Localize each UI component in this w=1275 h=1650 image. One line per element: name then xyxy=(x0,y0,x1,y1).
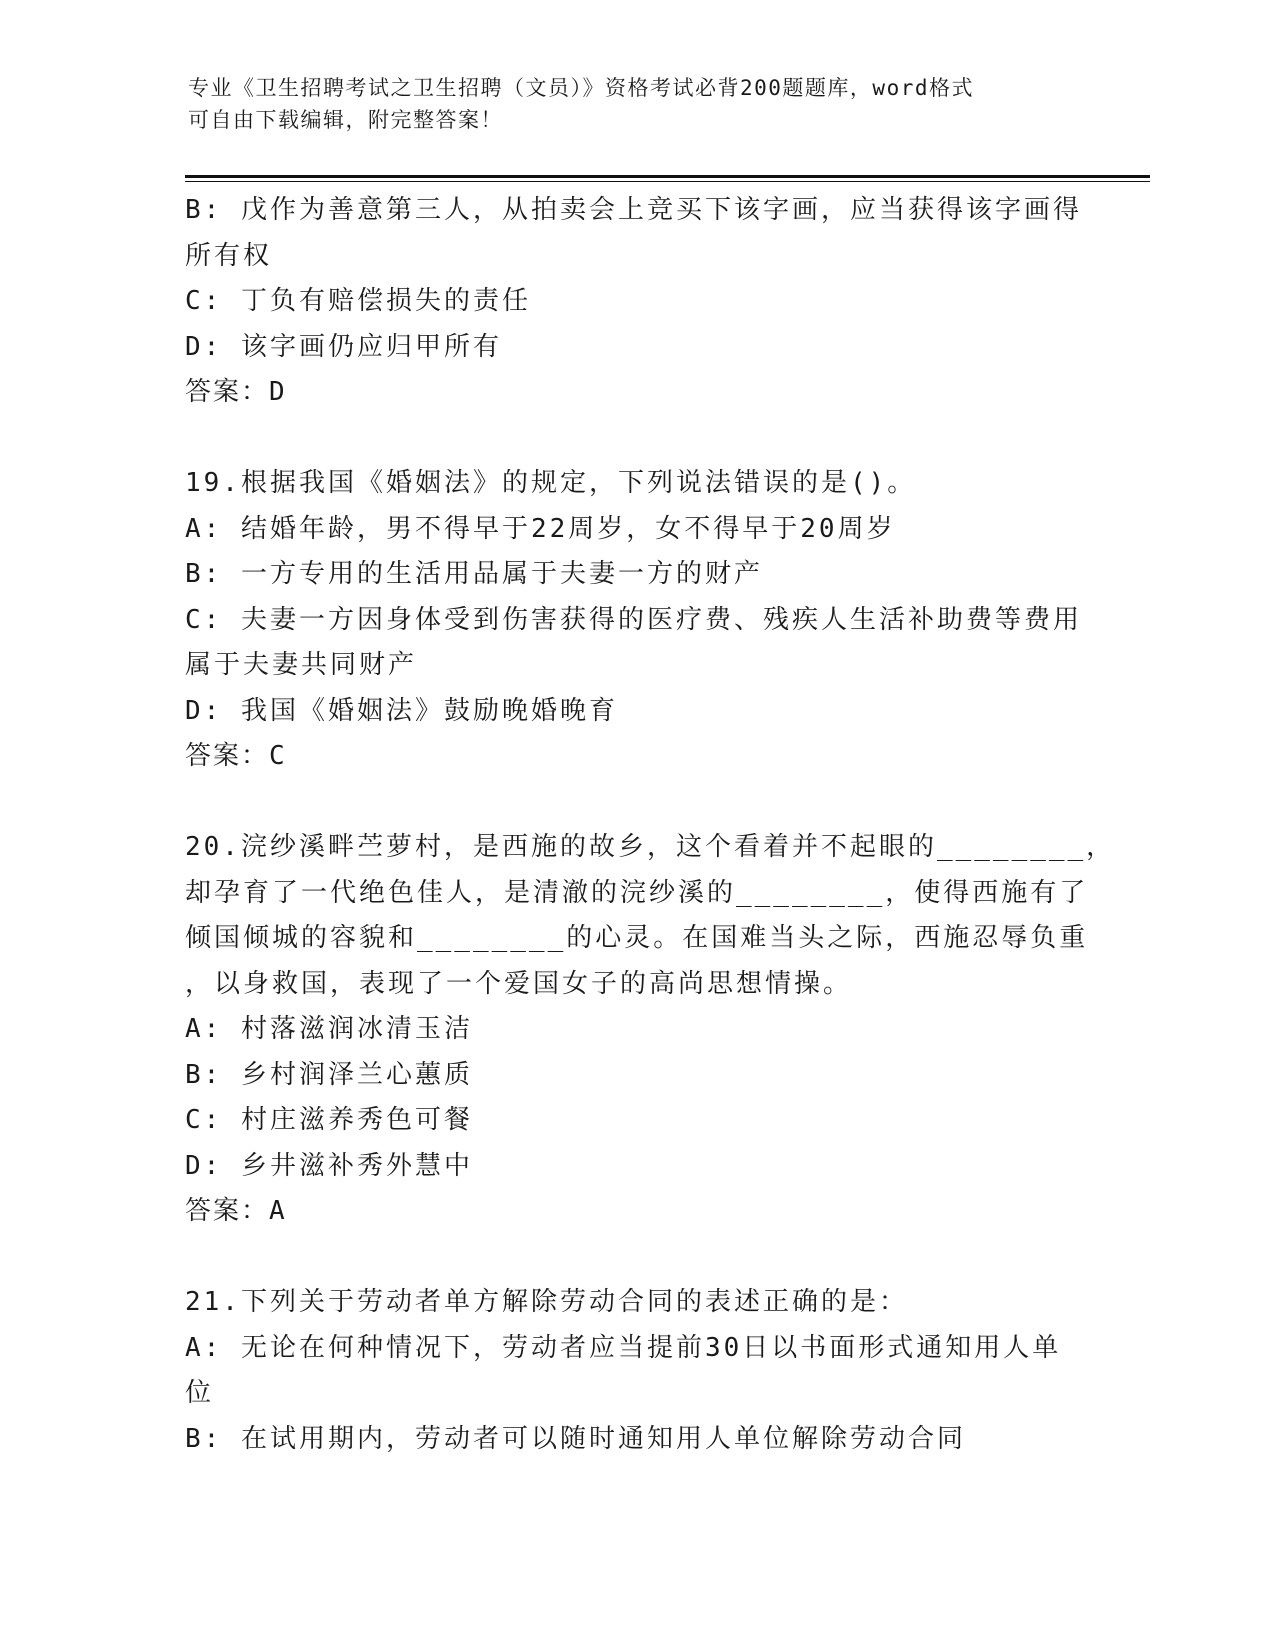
question-line: 却孕育了一代绝色佳人，是清澈的浣纱溪的________，使得西施有了 xyxy=(185,877,1089,908)
question-block xyxy=(185,1280,1085,1462)
question-line: C: 夫妻一方因身体受到伤害获得的医疗费、残疾人生活补助费等费用 xyxy=(185,604,1082,635)
block-spacer xyxy=(185,1235,1085,1281)
question-line: D: 我国《婚姻法》鼓励晚婚晚育 xyxy=(185,695,618,726)
question-line: 21.下列关于劳动者单方解除劳动合同的表述正确的是： xyxy=(185,1287,908,1317)
question-line: A: 结婚年龄，男不得早于22周岁，女不得早于20周岁 xyxy=(185,513,896,544)
question-line: 位 xyxy=(185,1378,215,1408)
question-line: D: 乡井滋补秀外慧中 xyxy=(185,1150,473,1181)
header-rule-thick xyxy=(185,175,1150,178)
block-spacer xyxy=(185,780,1085,826)
question-block xyxy=(185,825,1116,1280)
question-line: B: 在试用期内，劳动者可以随时通知用人单位解除劳动合同 xyxy=(185,1423,966,1454)
question-line: D: 该字画仍应归甲所有 xyxy=(185,331,502,362)
question-line: B: 戊作为善意第三人，从拍卖会上竞买下该字画，应当获得该字画得 xyxy=(185,195,1082,225)
question-line: 19.根据我国《婚姻法》的规定，下列说法错误的是()。 xyxy=(185,468,917,498)
question-line: ，以身救国，表现了一个爱国女子的高尚思想情操。 xyxy=(185,968,853,999)
question-line: B: 乡村润泽兰心蕙质 xyxy=(185,1059,473,1090)
answer-line: 答案：A xyxy=(185,1196,287,1226)
question-line: A: 村落滋润冰清玉洁 xyxy=(185,1014,473,1044)
question-content xyxy=(185,188,1116,1462)
question-block xyxy=(185,188,1085,461)
question-line: C: 丁负有赔偿损失的责任 xyxy=(185,286,531,316)
question-line: 属于夫妻共同财产 xyxy=(185,650,418,680)
question-line: 20.浣纱溪畔苎萝村，是西施的故乡，这个看着并不起眼的________， xyxy=(185,832,1116,862)
header-line-1: 专业《卫生招聘考试之卫生招聘（文员）》资格考试必背200题题库，word格式 xyxy=(188,76,974,100)
question-line: B: 一方专用的生活用品属于夫妻一方的财产 xyxy=(185,559,763,589)
block-spacer xyxy=(185,416,1085,462)
question-line: C: 村庄滋养秀色可餐 xyxy=(185,1105,473,1135)
question-line: A: 无论在何种情况下，劳动者应当提前30日以书面形式通知用人单 xyxy=(185,1332,1062,1363)
header-rule-thin xyxy=(185,181,1150,182)
question-line: 倾国倾城的容貌和________的心灵。在国难当头之际，西施忍辱负重 xyxy=(185,923,1089,953)
document-header xyxy=(188,72,1088,136)
question-block xyxy=(185,461,1085,825)
question-line: 所有权 xyxy=(185,240,273,271)
answer-line: 答案：D xyxy=(185,377,287,407)
answer-line: 答案：C xyxy=(185,741,287,771)
header-line-2: 可自由下载编辑，附完整答案！ xyxy=(188,108,503,132)
